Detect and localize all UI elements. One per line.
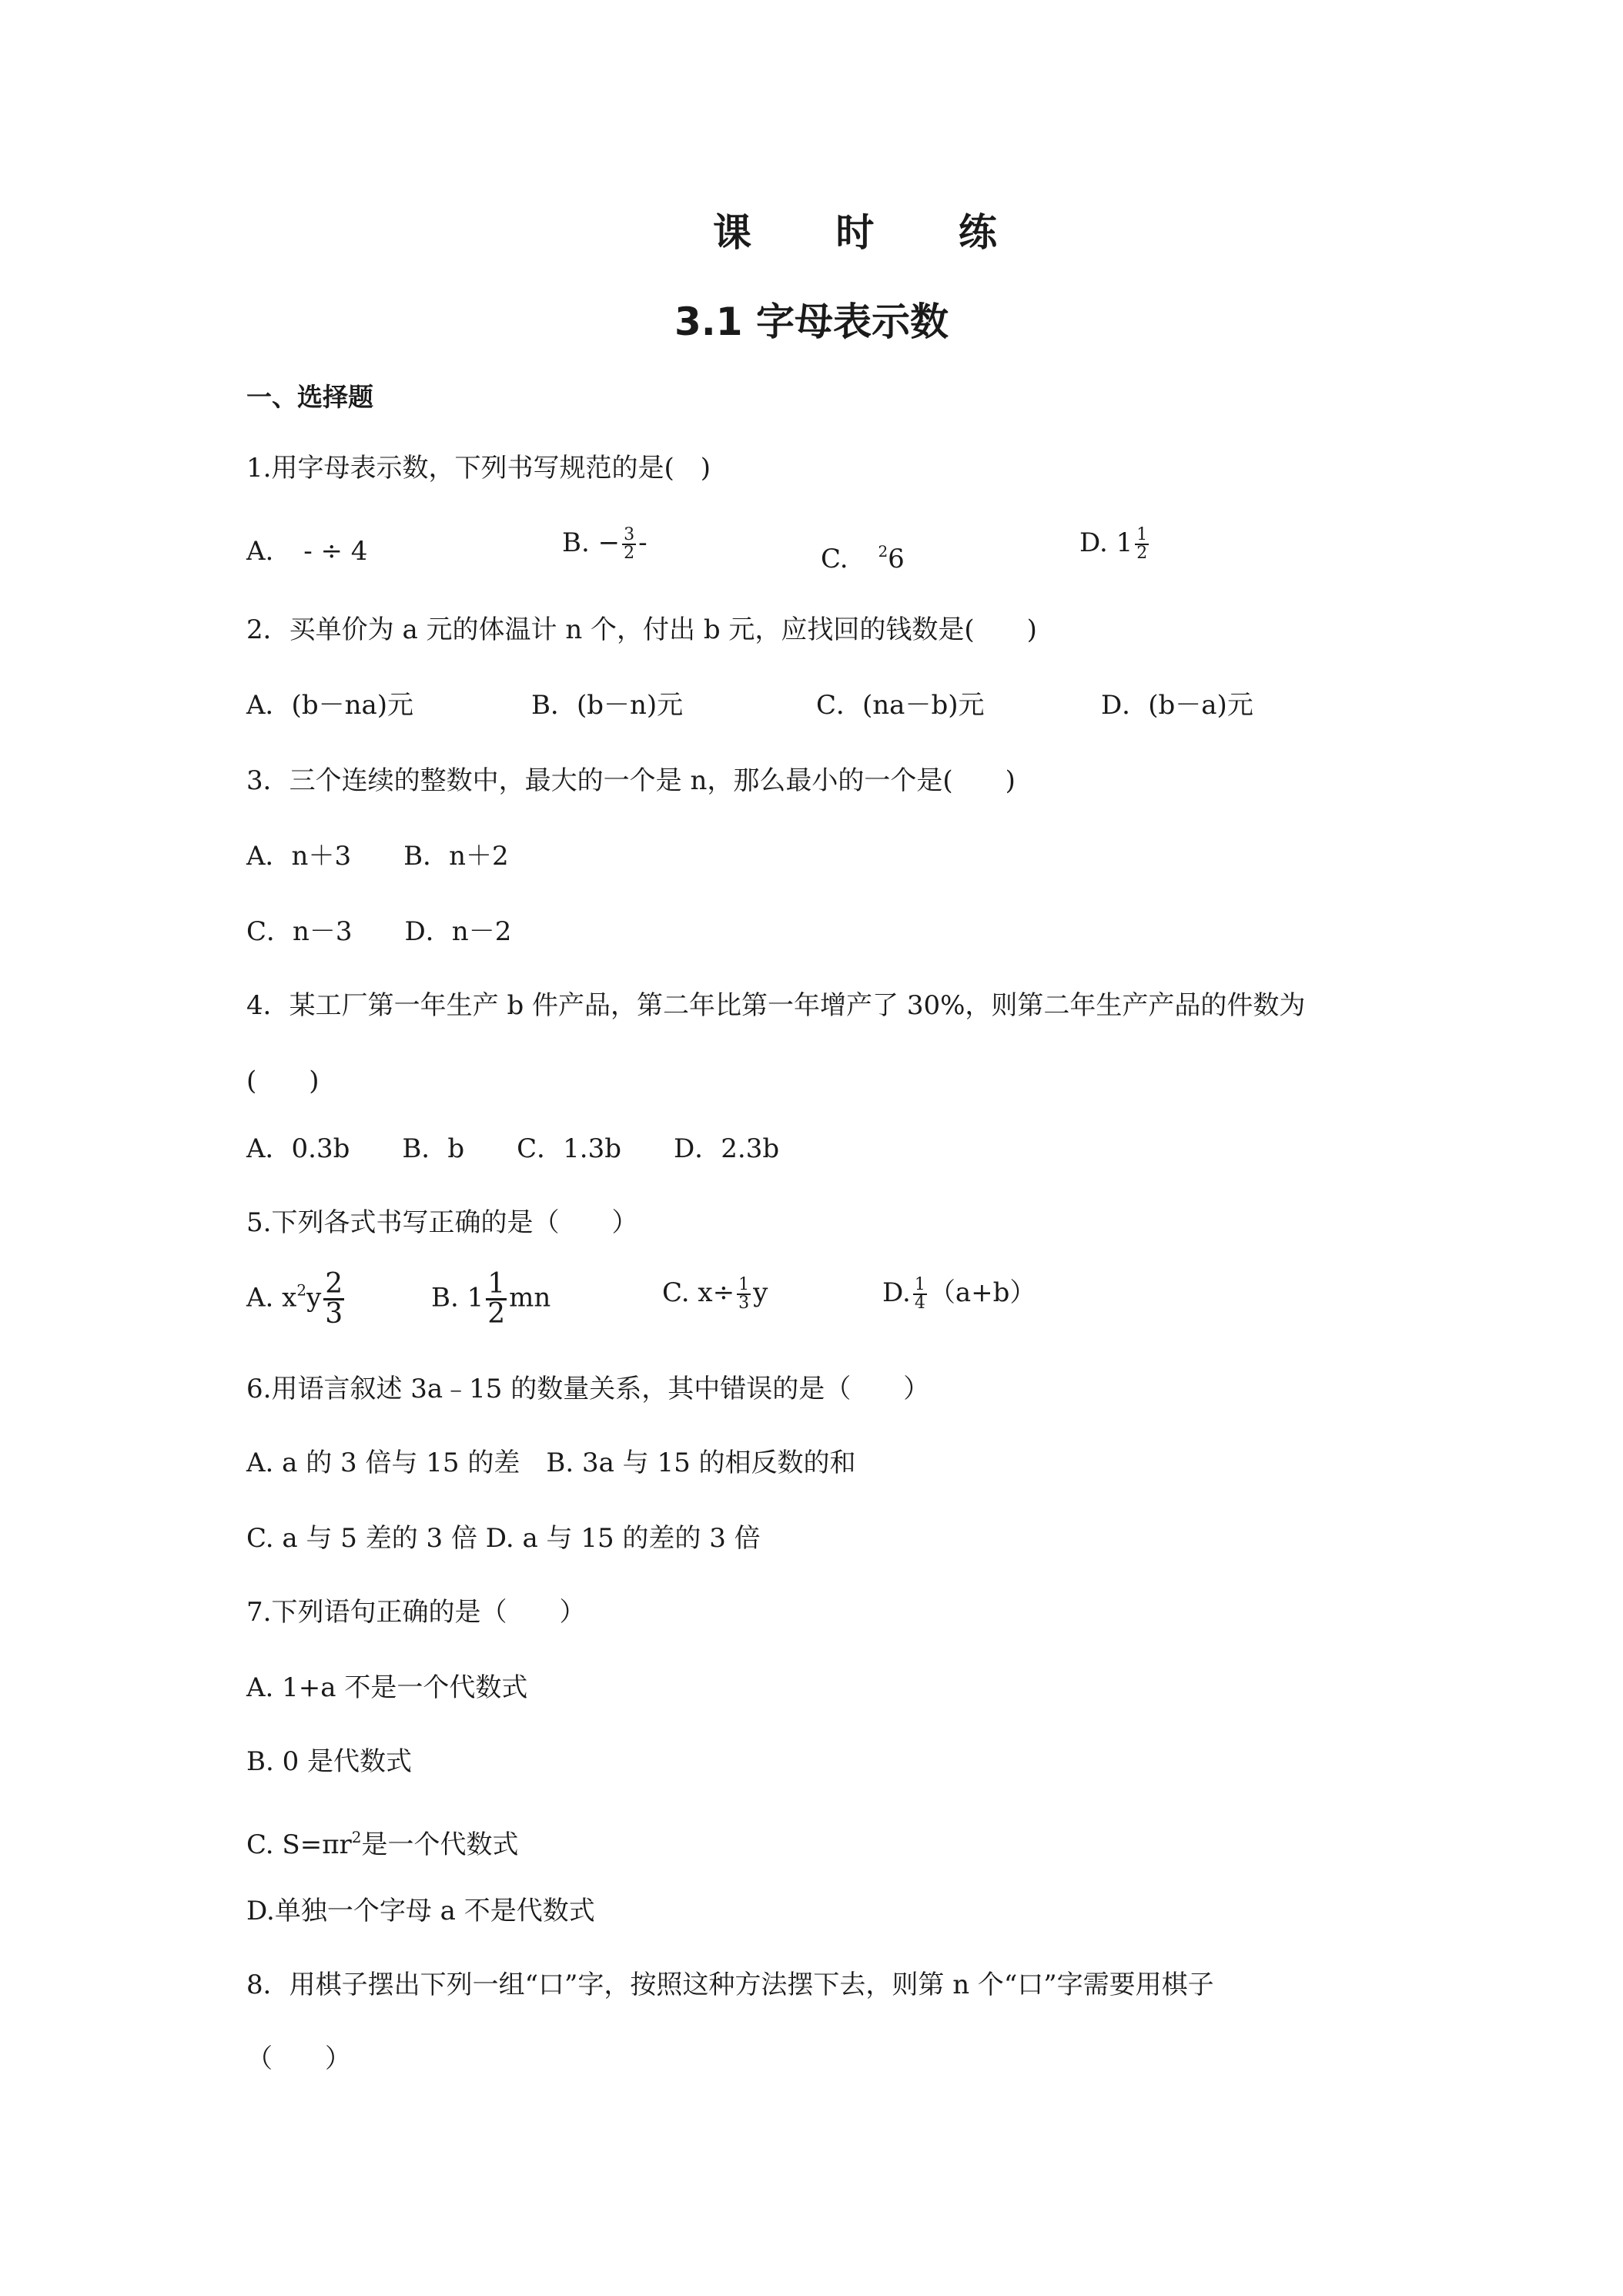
q5-c-tail: y <box>753 1277 768 1308</box>
q1-d-fraction <box>1135 527 1149 562</box>
q1-option-c <box>821 536 905 574</box>
q5-option-a <box>246 1270 346 1328</box>
q4-options: A．0.3b B．b C．1.3b D．2.3b <box>246 1133 780 1164</box>
q8-stem: 8．用棋子摆出下列一组“口”字，按照这种方法摆下去，则第 n 个“口”字需要用棋子 <box>246 1970 1214 2000</box>
page-subtitle: 3.1 字母表示数 <box>674 300 949 344</box>
q5-d-tail: （a+b） <box>929 1277 1036 1308</box>
q2-stem: 2．买单价为 a 元的体温计 n 个，付出 b 元，应找回的钱数是( ) <box>246 614 1037 645</box>
q7-option-d: D.单独一个字母 a 不是代数式 <box>246 1896 595 1926</box>
q5-c-denominator: 3 <box>738 1294 750 1313</box>
q5-a-numerator: 2 <box>325 1268 343 1300</box>
q4-paren: ( ) <box>246 1066 320 1096</box>
q5-c-label: C. x÷ <box>662 1277 735 1308</box>
q3-stem: 3．三个连续的整数中，最大的一个是 n，那么最小的一个是( ) <box>246 765 1016 796</box>
q2-option-a: A．(b－na)元 <box>246 690 414 721</box>
q1-a-expr: - ÷ 4 <box>303 536 368 567</box>
q1-option-a <box>246 536 367 567</box>
q1-option-b <box>562 527 648 562</box>
q5-option-b <box>431 1270 550 1328</box>
q1-c-expr: 6 <box>888 544 905 574</box>
q8-paren: （ ） <box>246 2043 351 2074</box>
q7-option-c <box>246 1822 519 1860</box>
q5-a-fraction <box>323 1270 344 1328</box>
q1-c-label: C. <box>821 544 848 574</box>
q1-a-label: A. <box>246 536 274 567</box>
q5-d-fraction <box>913 1277 927 1312</box>
q5-d-numerator: 1 <box>914 1275 925 1294</box>
q5-a-label: A. x <box>246 1282 297 1314</box>
q1-c-superscript: 2 <box>878 542 888 561</box>
q4-stem: 4．某工厂第一年生产 b 件产品，第二年比第一年增产了 30%，则第二年生产产品的件数为 <box>246 990 1306 1021</box>
q1-b-label: B. − <box>562 527 621 558</box>
q5-d-denominator: 4 <box>914 1294 925 1313</box>
q1-b-denominator: 2 <box>624 544 635 563</box>
q5-a-denominator: 3 <box>325 1298 343 1330</box>
q6-options-line1: A. a 的 3 倍与 15 的差 B. 3a 与 15 的相反数的和 <box>246 1448 856 1478</box>
q1-b-tail: - <box>638 527 648 558</box>
q5-b-fraction <box>486 1270 507 1328</box>
q5-a-superscript: 2 <box>296 1280 307 1300</box>
q7-c-pre: C. S=πr <box>246 1829 352 1860</box>
q5-a-y: y <box>306 1282 322 1314</box>
q7-option-a: A. 1+a 不是一个代数式 <box>246 1672 528 1703</box>
q1-b-fraction <box>622 527 636 562</box>
q1-d-denominator: 2 <box>1136 544 1148 563</box>
q7-option-b: B. 0 是代数式 <box>246 1746 413 1777</box>
q2-option-d: D．(b－a)元 <box>1101 690 1253 721</box>
q7-c-post: 是一个代数式 <box>361 1829 519 1860</box>
q5-c-fraction <box>737 1277 751 1312</box>
q5-option-d <box>882 1277 1036 1312</box>
q5-d-label: D. <box>882 1277 911 1308</box>
q5-b-label: B. 1 <box>431 1282 484 1314</box>
q3-options-line1: A．n＋3 B．n＋2 <box>246 841 509 872</box>
q1-stem: 1.用字母表示数，下列书写规范的是( ) <box>246 453 711 484</box>
page-title: 课 时 练 <box>713 210 1032 255</box>
q5-stem: 5.下列各式书写正确的是（ ） <box>246 1207 638 1238</box>
section-heading: 一、选择题 <box>246 382 373 412</box>
q1-option-d <box>1079 527 1151 562</box>
q5-option-c <box>662 1277 768 1312</box>
q2-option-c: C．(na－b)元 <box>816 690 985 721</box>
q5-b-tail: mn <box>509 1282 551 1314</box>
q2-option-b: B．(b－n)元 <box>531 690 684 721</box>
q5-b-numerator: 1 <box>487 1268 506 1300</box>
q5-b-denominator: 2 <box>487 1298 506 1330</box>
q5-c-numerator: 1 <box>738 1275 750 1294</box>
q1-d-numerator: 1 <box>1136 525 1148 544</box>
q1-d-label: D. 1 <box>1079 527 1133 558</box>
q7-c-superscript: 2 <box>351 1828 362 1846</box>
q7-stem: 7.下列语句正确的是（ ） <box>246 1597 586 1628</box>
q3-options-line2: C．n－3 D．n－2 <box>246 916 512 947</box>
q6-stem: 6.用语言叙述 3a﹣15 的数量关系，其中错误的是（ ） <box>246 1374 930 1404</box>
q1-b-numerator: 3 <box>624 525 635 544</box>
q6-options-line2: C. a 与 5 差的 3 倍 D. a 与 15 的差的 3 倍 <box>246 1523 761 1554</box>
